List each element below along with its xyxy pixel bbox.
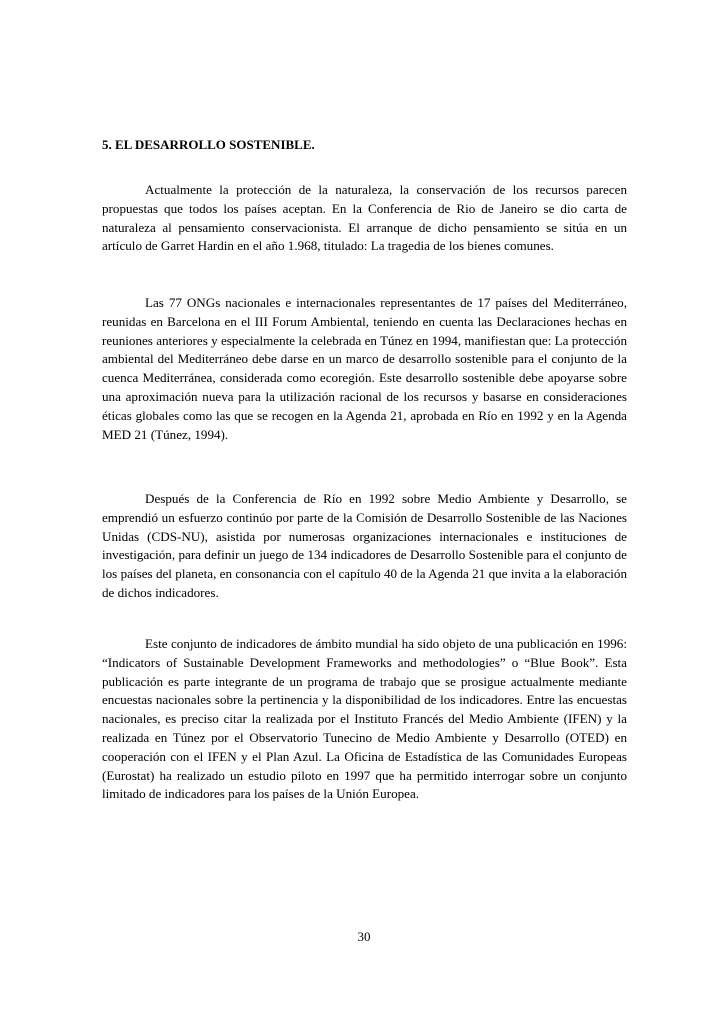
- paragraph-1: Actualmente la protección de la naturaleza, la conservación de los recursos parecen propuestas que todos los países aceptan. En la Conferencia de Rio de Janeiro se dio carta de naturaleza al pensamiento conservacionista. El arranque de dicho pensamiento se sitúa en un artículo de Garret Hardin en el año 1.968, titulado: La tragedia de los bienes comunes.: [102, 182, 627, 254]
- paragraph-2: Las 77 ONGs nacionales e internacionales representantes de 17 países del Mediterráneo, reunidas en Barcelona en el III Forum Ambiental, teniendo en cuenta las Declaraciones hechas en reuniones anteriores y especialmente la celebrada en Túnez en 1994, manifiestan que: La protección ambiental del Mediterráneo debe darse en un marco de desarrollo sostenible para el conjunto de la cuenca Mediterránea, considerada como ecoregión. Este desarrollo sostenible debe apoyarse sobre una aproximación nueva para la utilización racional de los recursos y basarse en consideraciones éticas globales como las que se recogen en la Agenda 21, aprobada en Río en 1992 y en la Agenda MED 21 (Túnez, 1994).: [102, 295, 627, 442]
- section-heading: 5. EL DESARROLLO SOSTENIBLE.: [102, 137, 315, 152]
- page-number: 30: [357, 929, 371, 944]
- paragraph-4: Este conjunto de indicadores de ámbito mundial ha sido objeto de una publicación en 1996: “Indicators of Sustainable Development Frameworks and methodologies” o “Blue Book”. Esta publicación es parte integrante de un programa de trabajo que se prosigue actualmente mediante encuestas nacionales sobre la pertinencia y la disponibilidad de los indicadores. Entre las encuestas nacionales, es preciso citar la realizada por el Instituto Francés del Medio Ambiente (IFEN) y la realizada en Túnez por el Observatorio Tunecino de Medio Ambiente y Desarrollo (OTED) en cooperación con el IFEN y el Plan Azul. La Oficina de Estadística de las Comunidades Europeas (Eurostat) ha realizado un estudio piloto en 1997 que ha permitido interrogar sobre un conjunto limitado de indicadores para los países de la Unión Europea.: [102, 636, 627, 802]
- paragraph-3: Después de la Conferencia de Río en 1992 sobre Medio Ambiente y Desarrollo, se emprendió un esfuerzo continúo por parte de la Comisión de Desarrollo Sostenible de las Naciones Unidas (CDS-NU), asistida por numerosas organizaciones internacionales e instituciones de investigación, para definir un juego de 134 indicadores de Desarrollo Sostenible para el conjunto de los países del planeta, en consonancia con el capítulo 40 de la Agenda 21 que invita a la elaboración de dichos indicadores.: [102, 491, 627, 600]
